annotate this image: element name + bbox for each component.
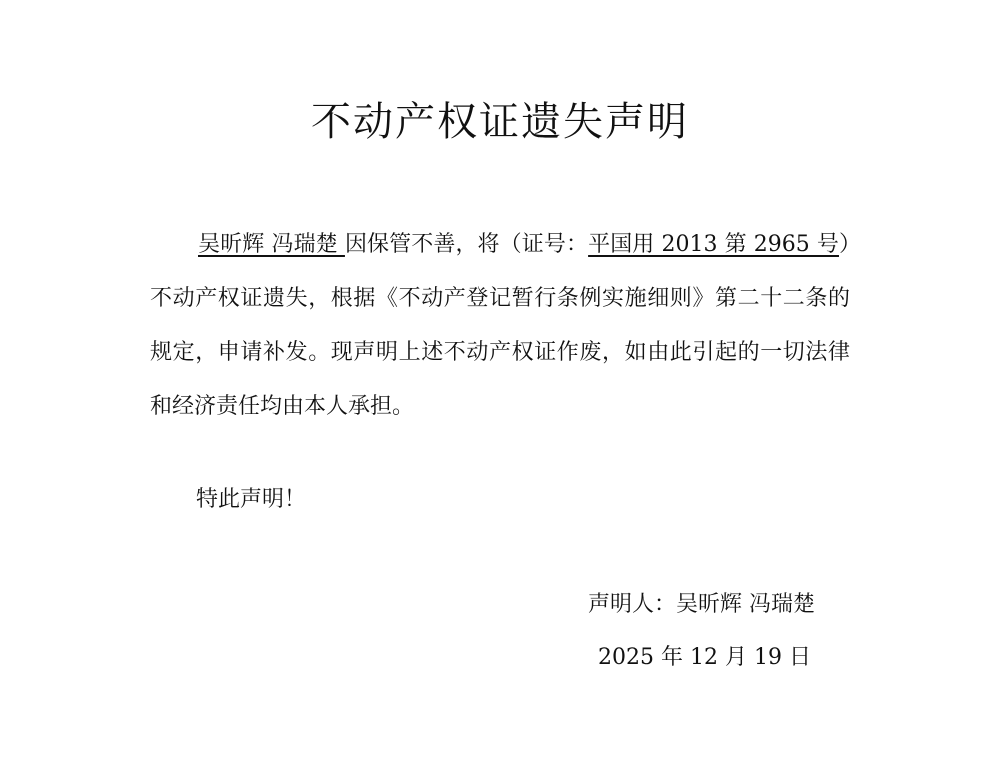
- declarant-names: 吴昕辉 冯瑞楚: [198, 232, 345, 257]
- declaration-date: 2025 年 12 月 19 日: [598, 645, 811, 670]
- declarant-signature-line: 声明人：吴昕辉 冯瑞楚: [588, 592, 815, 617]
- body-segment-2: ）不动产权证遗失，根据《不动产登记暂行条例实施细则》第二十二条的规定，申请补发。现声明上述不动产权证作废，如由此引起的一切法律和经济责任均由本人承担。: [150, 232, 850, 419]
- declaration-body: [150, 218, 850, 434]
- body-segment-1: 因保管不善，将（证号：: [344, 232, 589, 257]
- certificate-number: 平国用 2013 第 2965 号: [588, 232, 839, 257]
- document-title: 不动产权证遗失声明: [311, 99, 689, 145]
- closing-statement: 特此声明！: [196, 487, 307, 512]
